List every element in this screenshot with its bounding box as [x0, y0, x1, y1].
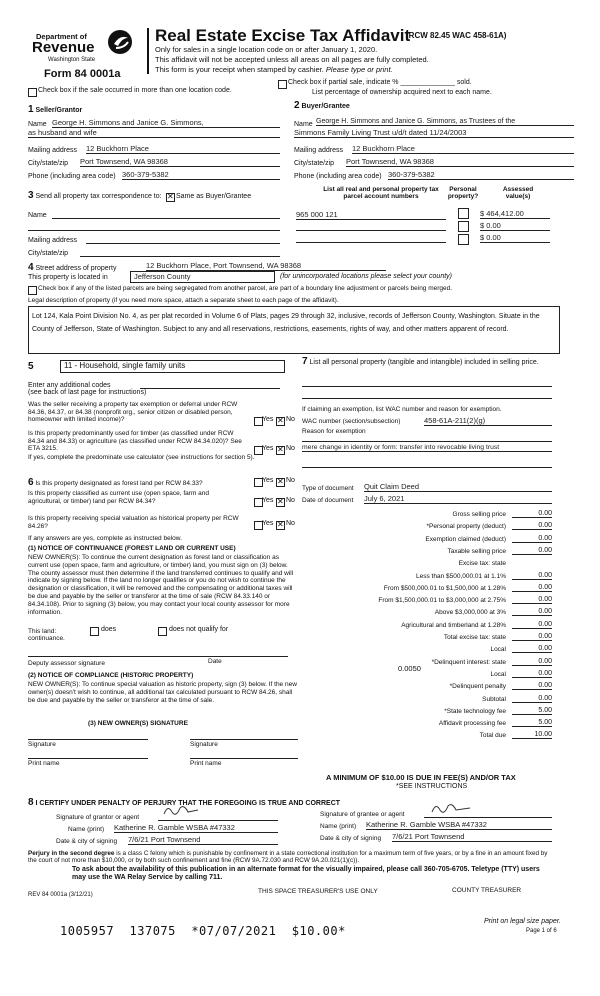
- header-note2: This affidavit will not be accepted unless all areas on all pages are fully completed.: [155, 55, 429, 64]
- assessed-field-3[interactable]: $ 0.00: [480, 233, 550, 243]
- deputy-sig-line[interactable]: [28, 655, 288, 657]
- header-divider: [147, 28, 149, 74]
- section8-certify: 8 I CERTIFY UNDER PENALTY OF PERJURY THAT THE FOREGOING IS TRUE AND CORRECT: [28, 797, 341, 808]
- exemption-no-checkbox[interactable]: [276, 417, 285, 426]
- tax-row-label: Total excise tax: state: [443, 634, 506, 641]
- notice1-text: NEW OWNER(S): To continue the current designation as forest land or classification as current use (open space, farm and agriculture, or timber) land, you must sign on (3) below. The county assessor must then determine if the land transferred continues to qualify and will indicate by signing below. If the land no longer qualifies or you do not wish to continue the designation or classification, it will be removed and the compensating or additional taxes will be due and payable by the seller or transferor at the time of sale (RCW 84.33.140 or 84.34.108). Prior to signing (3) below, you may contact your local county assessor for more information.: [28, 554, 294, 616]
- buyer-phone-field[interactable]: 360-379-5382: [388, 170, 574, 180]
- s3-mailing-field[interactable]: [86, 235, 280, 244]
- grantee-sig-field[interactable]: [424, 809, 552, 818]
- timber-no-label: No: [286, 445, 295, 452]
- dor-swirl-icon: [106, 28, 134, 56]
- seller-name-field-2[interactable]: as husband and wife: [28, 128, 280, 138]
- tax-row-label: *Delinquent penalty: [449, 683, 506, 690]
- wac-field[interactable]: 458-61A-211(2)(g): [424, 416, 552, 426]
- tax-row-value[interactable]: 0.00: [512, 633, 552, 641]
- q-timber: Is this property predominantly used for timber (as classified under RCW 84.34 and 84.33) or agriculture (as classified under RCW 84.34.020)? See ETA 3215.: [28, 430, 242, 452]
- notice1-title: (1) NOTICE OF CONTINUANCE (FOREST LAND OR CURRENT USE): [28, 545, 236, 552]
- if-yes-note: If any answers are yes, complete as instructed below.: [28, 535, 182, 542]
- seller-name-field[interactable]: George H. Simmons and Janice G. Simmons,: [52, 118, 280, 128]
- s3-city-label: City/state/zip: [28, 250, 69, 257]
- additional-codes-field[interactable]: [140, 380, 280, 389]
- owner-sig-label-1: Signature: [28, 741, 56, 748]
- grantor-name-label: Name (print): [68, 826, 105, 833]
- doc-type-field[interactable]: Quit Claim Deed: [364, 482, 552, 492]
- parcel-field-2[interactable]: [296, 222, 446, 231]
- buyer-city-field[interactable]: Port Townsend, WA 98368: [346, 157, 574, 167]
- grantee-date-label: Date & city of signing: [320, 835, 382, 842]
- buyer-heading: Buyer/Grantee: [301, 103, 350, 110]
- tax-row-label: Local: [490, 671, 506, 678]
- county-treasurer-label: COUNTY TREASURER: [452, 887, 522, 894]
- parcel-header: List all real and personal property tax parcel account numbers: [323, 186, 439, 200]
- section6-forest: 6 Is this property designated as forest land per RCW 84.33?: [28, 477, 203, 488]
- buyer-city-label: City/state/zip: [294, 160, 335, 167]
- dept-line1: Department of: [36, 32, 87, 41]
- header-note1: Only for sales in a single location code on or after January 1, 2020.: [155, 45, 378, 54]
- tax-row-label: Exemption claimed (deduct): [425, 536, 506, 543]
- historical-yes-label: Yes: [262, 520, 274, 527]
- new-owner-sig-heading: (3) NEW OWNER(S) SIGNATURE: [88, 720, 188, 727]
- buyer-section: 2 Buyer/Grantee: [294, 100, 350, 111]
- seller-phone-label: Phone (including area code): [28, 173, 116, 180]
- s3-name-field[interactable]: [52, 210, 280, 219]
- header-note3: This form is your receipt when stamped by cashier. Please type or print.: [155, 65, 393, 74]
- tax-row-value[interactable]: 5.00: [512, 719, 552, 727]
- tax-row-label: Subtotal: [482, 696, 506, 703]
- form-number: Form 84 0001a: [44, 68, 121, 80]
- buyer-mailing-field[interactable]: 12 Buckhorn Place: [352, 144, 574, 154]
- partial-sale-checkbox[interactable]: [278, 80, 287, 89]
- forest-no-checkbox[interactable]: [276, 478, 285, 487]
- owner-sig-line-2[interactable]: [190, 738, 298, 740]
- assessed-field-2[interactable]: $ 0.00: [480, 221, 550, 231]
- personal-header: Personal property?: [447, 186, 479, 200]
- seller-name-label: Name: [28, 121, 47, 128]
- tax-row-value[interactable]: 0.00: [512, 608, 552, 616]
- section7-text: 7 List all personal property (tangible and intangible) included in selling price.: [302, 356, 539, 367]
- cashier-stamp: 1005957 137075 *07/07/2021 $10.00*: [60, 924, 346, 938]
- print-legal-note: Print on legal size paper.: [484, 918, 561, 925]
- buyer-mailing-label: Mailing address: [294, 147, 344, 154]
- s3-city-field[interactable]: [80, 248, 280, 257]
- exemption-yes-label: Yes: [262, 416, 274, 423]
- segregated-checkbox[interactable]: [28, 286, 37, 295]
- alt-format-notice: To ask about the availability of this publication in an alternate format for the visually impaired, please call 360-705-6705. Teletype (TTY) users may use the WA Relay Service by calling 711.: [72, 866, 540, 881]
- section5-number: 5: [28, 361, 34, 372]
- tax-row-value[interactable]: 0.00: [512, 695, 552, 703]
- deputy-sig-label: Deputy assessor signature: [28, 660, 105, 667]
- tax-row-label: From $1,500,000.01 to $3,000,000 at 2.75%: [378, 597, 506, 604]
- reason-blank-line[interactable]: [302, 440, 552, 442]
- q-timber-sub: If yes, complete the predominate use calculator (see instructions for section 5).: [28, 454, 255, 461]
- doc-date-label: Date of document: [302, 497, 354, 504]
- reason-field[interactable]: mere change in identity or form: transfer into revocable living trust: [302, 444, 552, 452]
- does-label: does: [101, 626, 117, 633]
- revision-label: REV 84 0001a (3/12/21): [28, 892, 93, 898]
- tax-row-value[interactable]: 0.00: [512, 535, 552, 543]
- tax-row-label: Less than $500,000.01 at 1.1%: [416, 573, 506, 580]
- tax-row-label: Agricultural and timberland at 1.28%: [401, 622, 506, 629]
- multi-location-label: Check box if the sale occurred in more than one location code.: [38, 87, 232, 94]
- grantor-sig-field[interactable]: [158, 812, 278, 821]
- historical-no-checkbox[interactable]: [276, 521, 285, 530]
- tax-row-label: Local: [490, 646, 506, 653]
- notice2-title: (2) NOTICE OF COMPLIANCE (HISTORIC PROPERTY): [28, 672, 194, 679]
- tax-row-label: *State technology fee: [444, 708, 506, 715]
- current-use-yes-label: Yes: [262, 497, 274, 504]
- owner-sig-label-2: Signature: [190, 741, 218, 748]
- seller-mailing-field[interactable]: 12 Buckhorn Place: [86, 144, 280, 154]
- percentage-note: List percentage of ownership acquired next to each name.: [312, 89, 492, 96]
- forest-no-label: No: [286, 477, 295, 484]
- notice2-text: NEW OWNER(S): To continue special valuation as historic property, sign (3) below. If the new owner(s) doesn't wish to continue, all additional tax calculated pursuant to RCW 84.26, shall be due and payable by the seller or transferor at the time of sale.: [28, 681, 297, 704]
- tax-row-label: *Delinquent interest: state: [431, 659, 506, 666]
- grantee-signature-scribble: [430, 802, 474, 816]
- grantor-name-field[interactable]: Katherine R. Gamble WSBA #47332: [114, 823, 278, 833]
- forest-yes-label: Yes: [262, 477, 274, 484]
- section4-street: 4 Street address of property: [28, 262, 117, 273]
- seller-heading: Seller/Grantor: [35, 107, 83, 114]
- seller-phone-field[interactable]: 360-379-5382: [122, 170, 280, 180]
- owner-print-label-2: Print name: [190, 760, 222, 767]
- seller-city-label: City/state/zip: [28, 160, 69, 167]
- additional-codes-label: Enter any additional codes (see back of last page for instructions): [28, 382, 147, 396]
- same-as-buyer-checkbox[interactable]: [166, 193, 175, 202]
- tax-row-label: From $500,000.01 to $1,500,000 at 1.28%: [383, 585, 506, 592]
- does-not-checkbox[interactable]: [158, 627, 167, 636]
- reason-blank-line-2[interactable]: [302, 466, 552, 468]
- located-label: This property is located in: [28, 274, 108, 281]
- tax-row-label: Above $3,000,000 at 3%: [434, 609, 506, 616]
- tax-row-value[interactable]: 10.00: [512, 731, 552, 739]
- tax-row-value[interactable]: 0.00: [512, 584, 552, 592]
- personal-property-field-2[interactable]: [302, 390, 552, 399]
- tax-row-value[interactable]: 0.00: [512, 670, 552, 678]
- tax-row-value[interactable]: 0.00: [512, 658, 552, 666]
- wac-label: WAC number (section/subsection): [302, 418, 401, 425]
- owner-print-line-2[interactable]: [190, 757, 298, 759]
- county-select[interactable]: Jefferson County: [130, 271, 275, 283]
- owner-sig-line-1[interactable]: [28, 738, 148, 740]
- owner-print-line-1[interactable]: [28, 757, 148, 759]
- dept-line3: Washington State: [48, 57, 96, 63]
- seller-city-field[interactable]: Port Townsend, WA 98368: [80, 157, 280, 167]
- page-number: Page 1 of 6: [526, 928, 557, 934]
- tax-row-label: Gross selling price: [452, 511, 506, 518]
- buyer-name-field-2[interactable]: Simmons Family Living Trust u/d/t dated 11/24/2003: [294, 128, 574, 138]
- grantee-name-label: Name (print): [320, 823, 357, 830]
- grantee-date-field[interactable]: 7/6/21 Port Townsend: [392, 832, 552, 842]
- grantor-date-field[interactable]: 7/6/21 Port Townsend: [128, 835, 278, 845]
- seller-section: 1 Seller/Grantor: [28, 104, 83, 115]
- treasurer-use-label: THIS SPACE TREASURER'S USE ONLY: [258, 888, 378, 895]
- tax-row-label: *Personal property (deduct): [426, 523, 506, 530]
- multi-location-checkbox[interactable]: [28, 88, 37, 97]
- buyer-name-label: Name: [294, 121, 313, 128]
- grantee-sig-label: Signature of grantee or agent: [320, 811, 405, 818]
- buyer-name-field[interactable]: George H. Simmons and Janice G. Simmons, as Trustees of the: [316, 118, 574, 126]
- owner-print-label-1: Print name: [28, 760, 60, 767]
- does-checkbox[interactable]: [90, 627, 99, 636]
- tax-row-value[interactable]: 0.00: [512, 596, 552, 604]
- does-not-label: does not qualify for: [169, 626, 229, 633]
- exemption-no-label: No: [286, 416, 295, 423]
- grantee-name-field[interactable]: Katherine R. Gamble WSBA #47332: [366, 820, 552, 830]
- form-rcw: (RCW 82.45 WAC 458-61A): [406, 31, 507, 40]
- q-exemption: Was the seller receiving a property tax exemption or deferral under RCW 84.36, 84.37, or 84.38 (nonprofit org., senior citizen or disabled person, homeowner with limited income)?: [28, 401, 238, 423]
- deputy-date-label: Date: [208, 658, 222, 665]
- form-title: Real Estate Excise Tax Affidavit: [155, 26, 411, 45]
- tax-row-value[interactable]: 0.00: [512, 510, 552, 518]
- tax-row-label: Affidavit processing fee: [438, 720, 506, 727]
- s3-mailing-label: Mailing address: [28, 237, 78, 244]
- minimum-due-note: A MINIMUM OF $10.00 IS DUE IN FEE(S) AND/OR TAX: [326, 773, 516, 782]
- personal-property-checkbox-2[interactable]: [458, 221, 469, 232]
- local-rate: 0.0050: [398, 664, 421, 673]
- buyer-phone-label: Phone (including area code): [294, 173, 382, 180]
- tax-row-label: Excise tax: state: [458, 560, 506, 567]
- s3-name-field-2[interactable]: [28, 222, 280, 231]
- see-instructions-note: *SEE INSTRUCTIONS: [396, 783, 468, 790]
- s3-name-label: Name: [28, 212, 47, 219]
- tax-row-value[interactable]: 0.00: [512, 621, 552, 629]
- same-as-buyer-label: Same as Buyer/Grantee: [176, 193, 252, 200]
- tax-row-value[interactable]: 0.00: [512, 522, 552, 530]
- assessed-header: Assessed value(s): [502, 186, 534, 200]
- perjury-notice: Perjury in the second degree is a class C felony which is punishable by confinement in a state correctional institution for a maximum term of five years, or by a fine in an amount fixed by the court of not more than $10,000, or by both such confinement and fine (RCW 9A.72.030 and RCW 9A.20.021(1)(c)).: [28, 850, 548, 864]
- grantor-signature-scribble: [162, 804, 202, 818]
- reason-label: Reason for exemption: [302, 428, 366, 435]
- personal-property-checkbox-1[interactable]: [458, 208, 469, 219]
- unincorporated-note: (for unincorporated locations please select your county): [280, 273, 452, 280]
- tax-row-value[interactable]: 0.00: [512, 682, 552, 690]
- assessed-field-1[interactable]: $ 464,412.00: [480, 209, 550, 219]
- tax-row-value[interactable]: 5.00: [512, 707, 552, 715]
- timber-yes-label: Yes: [262, 445, 274, 452]
- personal-property-field-1[interactable]: [302, 378, 552, 387]
- q-current-use: Is this property classified as current use (open space, farm and agricultural, or timber) land per RCW 84.34?: [28, 490, 210, 505]
- this-land-label: This land: continuance.: [28, 628, 65, 642]
- tax-row-value[interactable]: 0.00: [512, 645, 552, 653]
- exemption-claim-label: If claiming an exemption, list WAC number and reason for exemption.: [302, 406, 502, 413]
- tax-row-label: Taxable selling price: [447, 548, 506, 555]
- partial-sale-label: Check box if partial sale, indicate % ______________ sold.: [288, 79, 472, 86]
- current-use-no-label: No: [286, 497, 295, 504]
- segregated-label: Check box if any of the listed parcels are being segregated from another parcel, are part of a boundary line adjustment or parcels being merged.: [38, 285, 453, 292]
- street-address-field[interactable]: 12 Buckhorn Place, Port Townsend, WA 98368: [146, 261, 386, 271]
- grantor-date-label: Date & city of signing: [56, 838, 118, 845]
- current-use-no-checkbox[interactable]: [276, 498, 285, 507]
- legal-description-label: Legal description of property (if you need more space, attach a separate sheet to each page of the affidavit).: [28, 297, 339, 304]
- grantor-sig-label: Signature of grantor or agent: [56, 814, 140, 821]
- legal-description-field[interactable]: Lot 124, Kala Point Division No. 4, as per plat recorded in Volume 6 of Plats, pages 29 through 32, inclusive, records of Jefferson County, Washington. Situate in the County of Jefferson, State of Washington. Subject to any and all reservations, restrictions, easements, rights of way, and other matters apparent of record.: [28, 306, 560, 354]
- personal-property-checkbox-3[interactable]: [458, 234, 469, 245]
- doc-date-field[interactable]: July 6, 2021: [364, 494, 552, 504]
- tax-row-label: Total due: [479, 732, 506, 739]
- q-historical: Is this property receiving special valuation as historical property per RCW 84.26?: [28, 515, 239, 530]
- doc-type-label: Type of document: [302, 485, 354, 492]
- parcel-field-3[interactable]: [296, 234, 446, 243]
- parcel-field-1[interactable]: 965 000 121: [296, 210, 446, 220]
- dept-line2: Revenue: [32, 39, 95, 56]
- timber-no-checkbox[interactable]: [276, 446, 285, 455]
- section3-heading: 3 Send all property tax correspondence to:: [28, 190, 162, 201]
- land-use-select[interactable]: 11 - Household, single family units: [60, 360, 285, 373]
- historical-no-label: No: [286, 520, 295, 527]
- tax-row-value[interactable]: 0.00: [512, 547, 552, 555]
- tax-row-value[interactable]: 0.00: [512, 572, 552, 580]
- seller-mailing-label: Mailing address: [28, 147, 78, 154]
